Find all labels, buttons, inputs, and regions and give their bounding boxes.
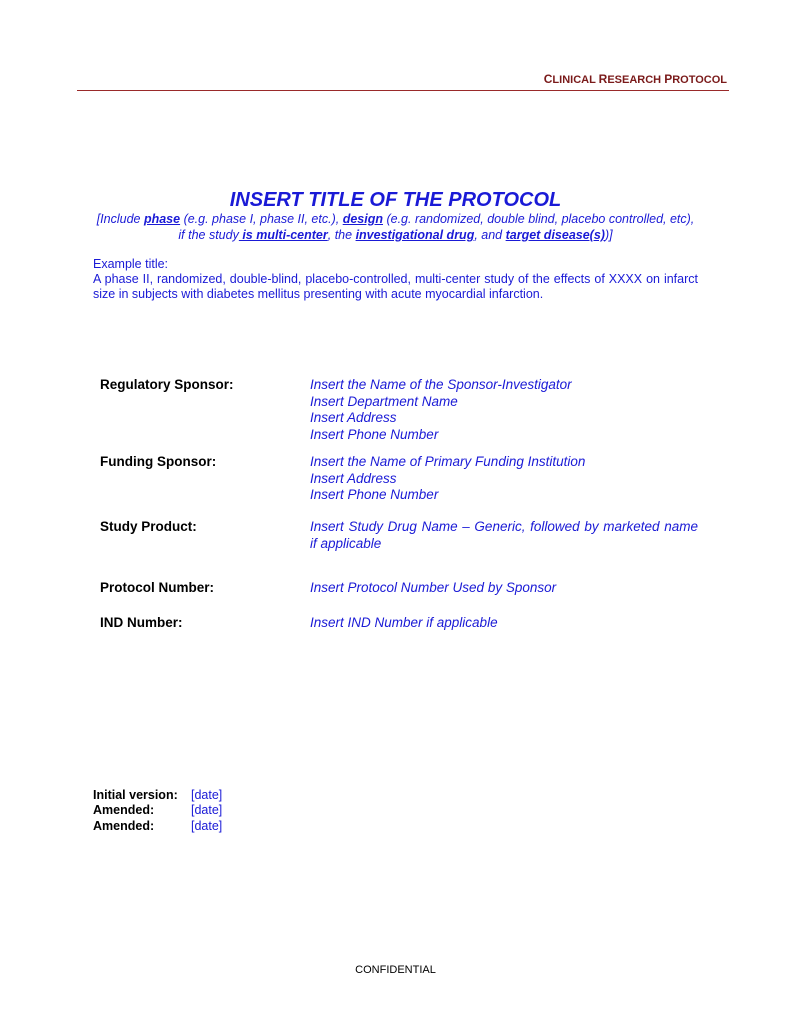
- funding-sponsor-value: [310, 454, 698, 504]
- protocol-number-label: Protocol Number:: [100, 580, 215, 595]
- instr-text-1: [Include: [96, 212, 144, 226]
- instr-keyword-disease: target disease(s): [505, 228, 605, 242]
- title-instructions: [93, 211, 698, 243]
- header-rest-2: ESEARCH: [607, 74, 665, 86]
- instr-keyword-phase: phase: [143, 212, 181, 226]
- header-cap-2: R: [598, 72, 608, 86]
- header-rest-1: LINICAL: [552, 74, 599, 86]
- instr-text-4: , the: [327, 228, 356, 242]
- version-label-amended-2: Amended:: [93, 819, 155, 833]
- header-cap-1: C: [543, 72, 553, 86]
- instr-text-6: )]: [604, 228, 613, 242]
- instr-keyword-multicenter: is multi-center: [238, 228, 328, 242]
- example-title-text: A phase II, randomized, double-blind, placebo-controlled, multi-center study of the effects of XXXX on infarct size in subjects with diabetes mellitus presenting with acute myocardial infarction.: [93, 272, 698, 301]
- regulatory-sponsor-value: [310, 377, 698, 443]
- version-date-amended-1: [date]: [191, 803, 223, 817]
- study-product-value: Insert Study Drug Name – Generic, followed by marketed name if applicable: [310, 519, 698, 551]
- protocol-number-value: Insert Protocol Number Used by Sponsor: [310, 580, 557, 595]
- instr-text-2: (e.g. phase I, phase II, etc.),: [180, 212, 343, 226]
- regulatory-sponsor-name: Insert the Name of the Sponsor-Investigator: [310, 377, 572, 392]
- protocol-title: INSERT TITLE OF THE PROTOCOL: [229, 189, 562, 211]
- funding-sponsor-label: Funding Sponsor:: [100, 454, 217, 469]
- funding-sponsor-address: Insert Address: [310, 470, 397, 486]
- ind-number-value: Insert IND Number if applicable: [310, 615, 498, 630]
- regulatory-sponsor-address: Insert Address: [310, 410, 397, 425]
- instr-keyword-design: design: [342, 212, 383, 226]
- document-header: [544, 72, 727, 86]
- version-label-amended-1: Amended:: [93, 803, 155, 817]
- example-title-label: Example title:: [93, 257, 169, 271]
- funding-sponsor-name: Insert the Name of Primary Funding Institution: [310, 454, 586, 469]
- regulatory-sponsor-department: Insert Department Name: [310, 393, 458, 409]
- version-date-amended-2: [date]: [191, 819, 223, 833]
- confidential-footer: CONFIDENTIAL: [355, 964, 436, 976]
- regulatory-sponsor-label: Regulatory Sponsor:: [100, 377, 234, 392]
- regulatory-sponsor-phone: Insert Phone Number: [310, 426, 439, 442]
- instr-text-3: (e.g. randomized, double blind, placebo controlled, etc), if the study: [178, 212, 695, 242]
- study-product-label: Study Product:: [100, 519, 197, 534]
- ind-number-label: IND Number:: [100, 615, 183, 630]
- header-divider: [77, 90, 729, 91]
- version-label-initial: Initial version:: [93, 788, 178, 802]
- version-date-initial: [date]: [191, 788, 223, 802]
- header-cap-3: P: [664, 72, 673, 86]
- instr-text-5: , and: [474, 228, 506, 242]
- header-rest-3: ROTOCOL: [672, 74, 727, 86]
- funding-sponsor-phone: Insert Phone Number: [310, 487, 439, 502]
- instr-keyword-drug: investigational drug: [355, 228, 475, 242]
